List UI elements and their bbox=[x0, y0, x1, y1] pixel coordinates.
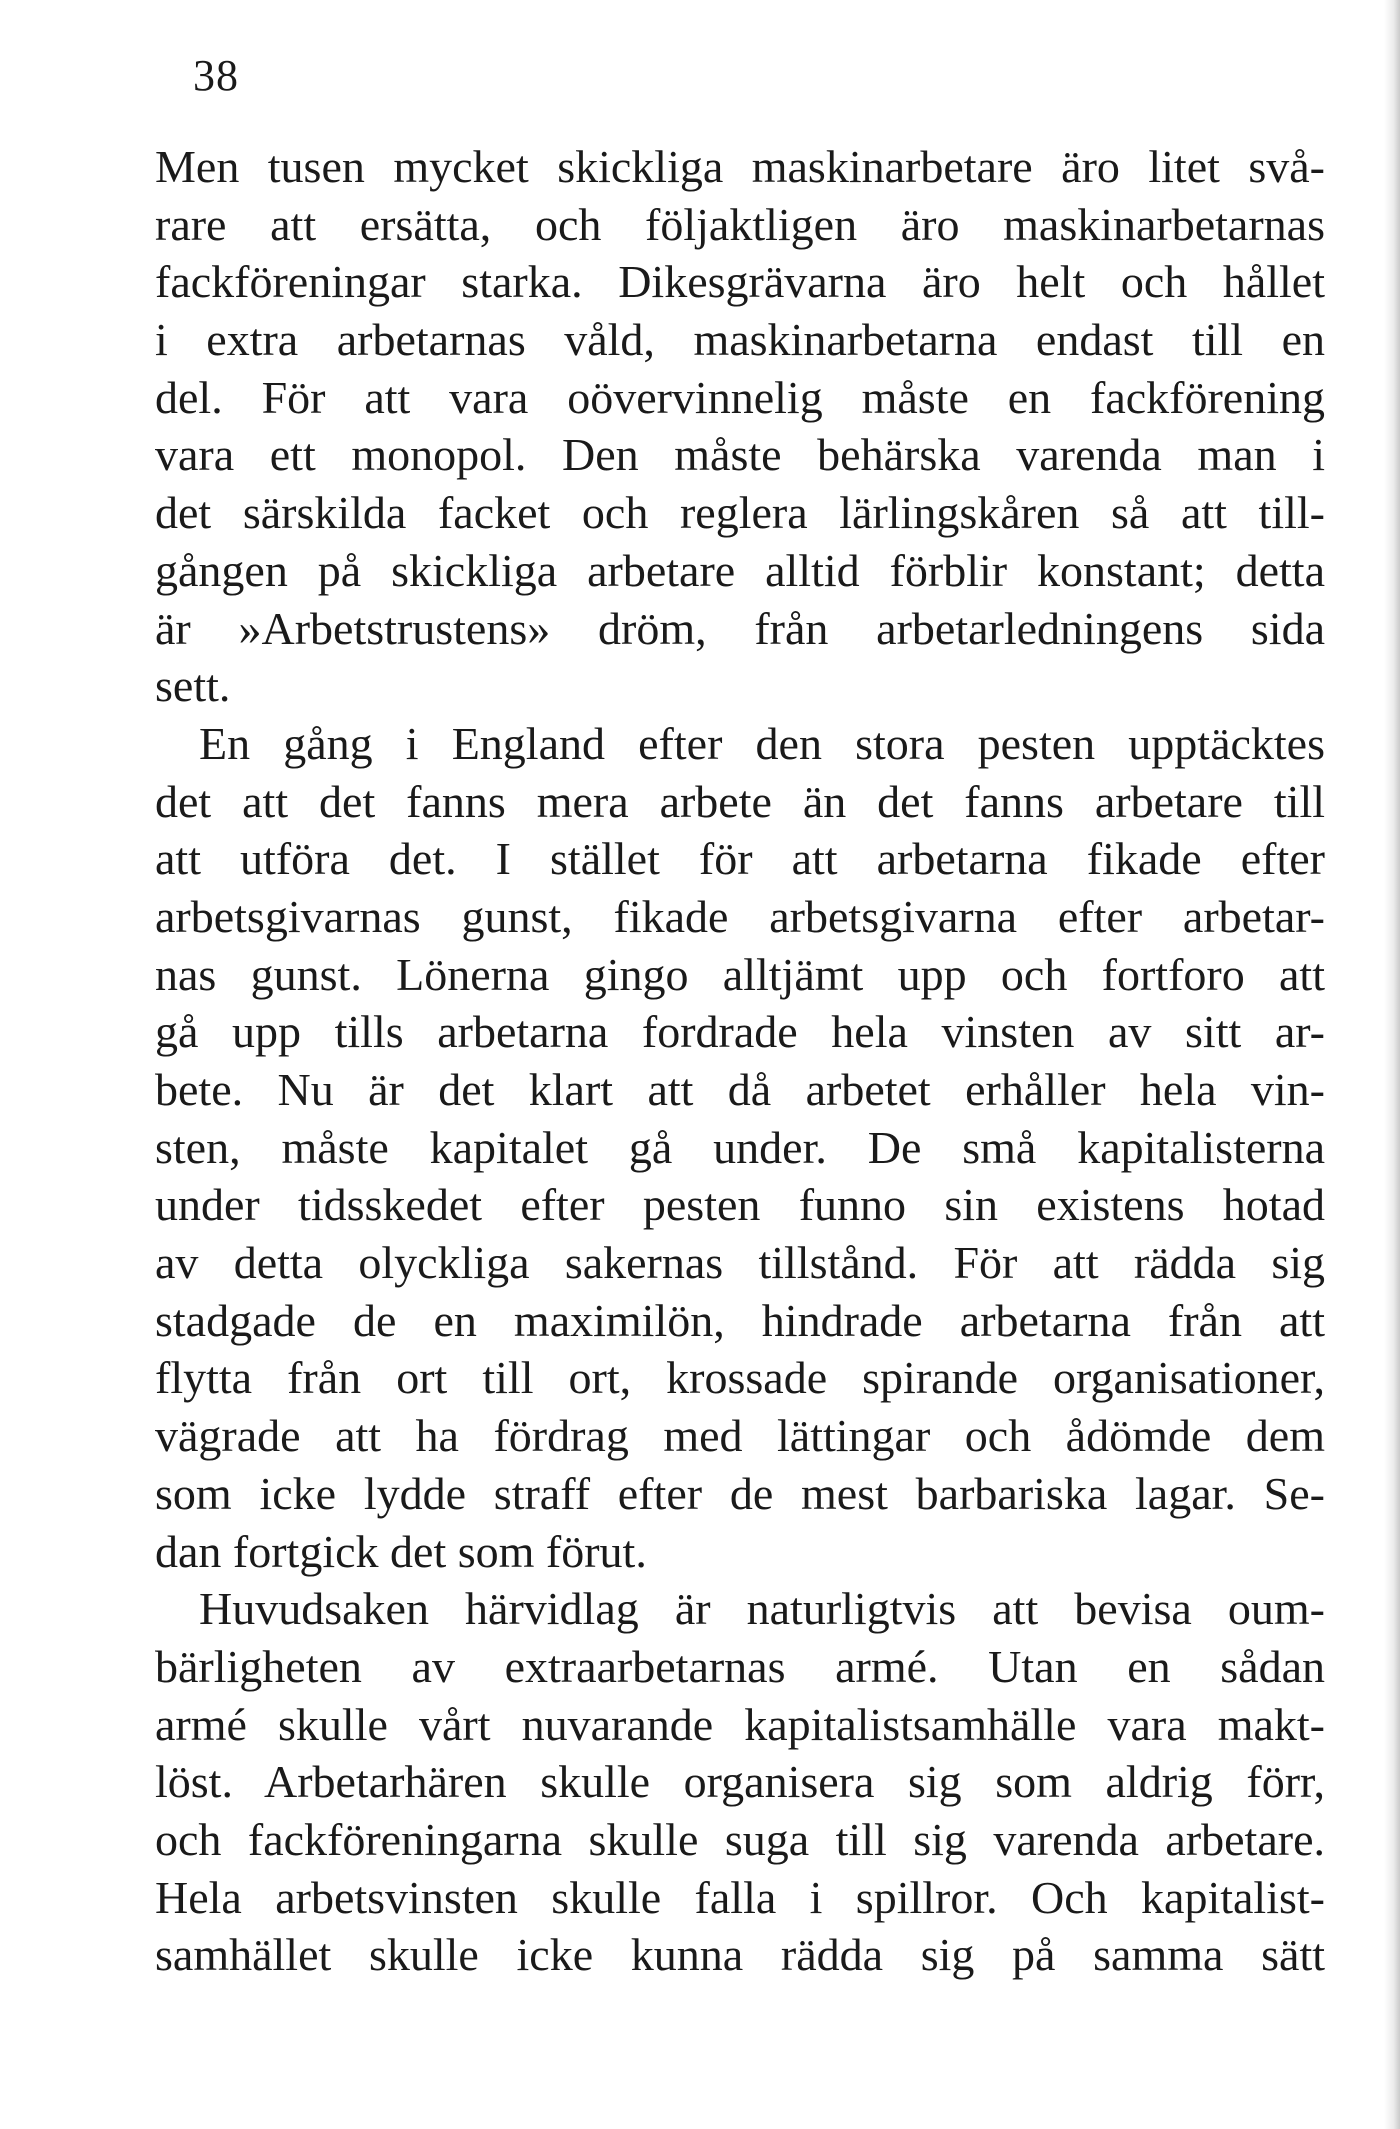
text-line: fackföreningar starka. Dikesgrävarna äro helt och hållet bbox=[155, 256, 1325, 308]
text-line: vägrade att ha fördrag med lättingar och ådömde dem bbox=[155, 1410, 1325, 1462]
text-line: Men tusen mycket skickliga maskinarbetare äro litet svå- bbox=[155, 141, 1325, 192]
text-line: armé skulle vårt nuvarande kapitalistsamhälle vara makt- bbox=[155, 1698, 1325, 1750]
text-line: stadgade de en maximilön, hindrade arbetarna från att bbox=[155, 1294, 1325, 1346]
text-line: det att det fanns mera arbete än det fanns arbetare till bbox=[155, 775, 1325, 827]
text-line: under tidsskedet efter pesten funno sin existens hotad bbox=[155, 1179, 1325, 1231]
text-line: del. För att vara oövervinnelig måste en fackförening bbox=[155, 371, 1325, 423]
body-text bbox=[155, 138, 1325, 1984]
text-line: löst. Arbetarhären skulle organisera sig som aldrig förr, bbox=[155, 1756, 1325, 1808]
text-line: som icke lydde straff efter de mest barbariska lagar. Se- bbox=[155, 1467, 1325, 1519]
text-line: arbetsgivarnas gunst, fikade arbetsgivarna efter arbetar- bbox=[155, 890, 1325, 942]
text-line: sten, måste kapitalet gå under. De små kapitalisterna bbox=[155, 1121, 1325, 1173]
text-line: i extra arbetarnas våld, maskinarbetarna endast till en bbox=[155, 314, 1325, 366]
page-edge-shadow bbox=[1384, 0, 1400, 2129]
text-line: bete. Nu är det klart att då arbetet erhåller hela vin- bbox=[155, 1064, 1325, 1115]
text-line: det särskilda facket och reglera lärlingskåren så att till- bbox=[155, 487, 1325, 539]
text-line: av detta olyckliga sakernas tillstånd. För att rädda sig bbox=[155, 1237, 1325, 1289]
text-line: rare att ersätta, och följaktligen äro maskinarbetarnas bbox=[155, 198, 1325, 250]
text-line: flytta från ort till ort, krossade spirande organisationer, bbox=[155, 1352, 1325, 1404]
text-line: vara ett monopol. Den måste behärska varenda man i bbox=[155, 429, 1325, 481]
text-line: sett. bbox=[155, 660, 231, 712]
text-line: att utföra det. I stället för att arbetarna fikade efter bbox=[155, 833, 1325, 885]
text-line: samhället skulle icke kunna rädda sig på samma sätt bbox=[155, 1929, 1325, 1981]
text-line: nas gunst. Lönerna gingo alltjämt upp och fortforo att bbox=[155, 948, 1325, 1000]
text-line: Huvudsaken härvidlag är naturligtvis att bevisa oum- bbox=[199, 1583, 1325, 1635]
page-number: 38 bbox=[193, 51, 239, 100]
text-line: gången på skickliga arbetare alltid förblir konstant; detta bbox=[155, 544, 1325, 596]
text-line: gå upp tills arbetarna fordrade hela vinsten av sitt ar- bbox=[155, 1006, 1325, 1058]
text-line: Hela arbetsvinsten skulle falla i spillror. Och kapitalist- bbox=[155, 1871, 1325, 1923]
text-line: är »Arbetstrustens» dröm, från arbetarledningens sida bbox=[155, 602, 1325, 654]
text-line: och fackföreningarna skulle suga till sig varenda arbetare. bbox=[155, 1813, 1325, 1865]
text-line: dan fortgick det som förut. bbox=[155, 1525, 647, 1577]
text-line: En gång i England efter den stora pesten upptäcktes bbox=[199, 717, 1325, 769]
text-line: bärligheten av extraarbetarnas armé. Utan en sådan bbox=[155, 1640, 1325, 1692]
